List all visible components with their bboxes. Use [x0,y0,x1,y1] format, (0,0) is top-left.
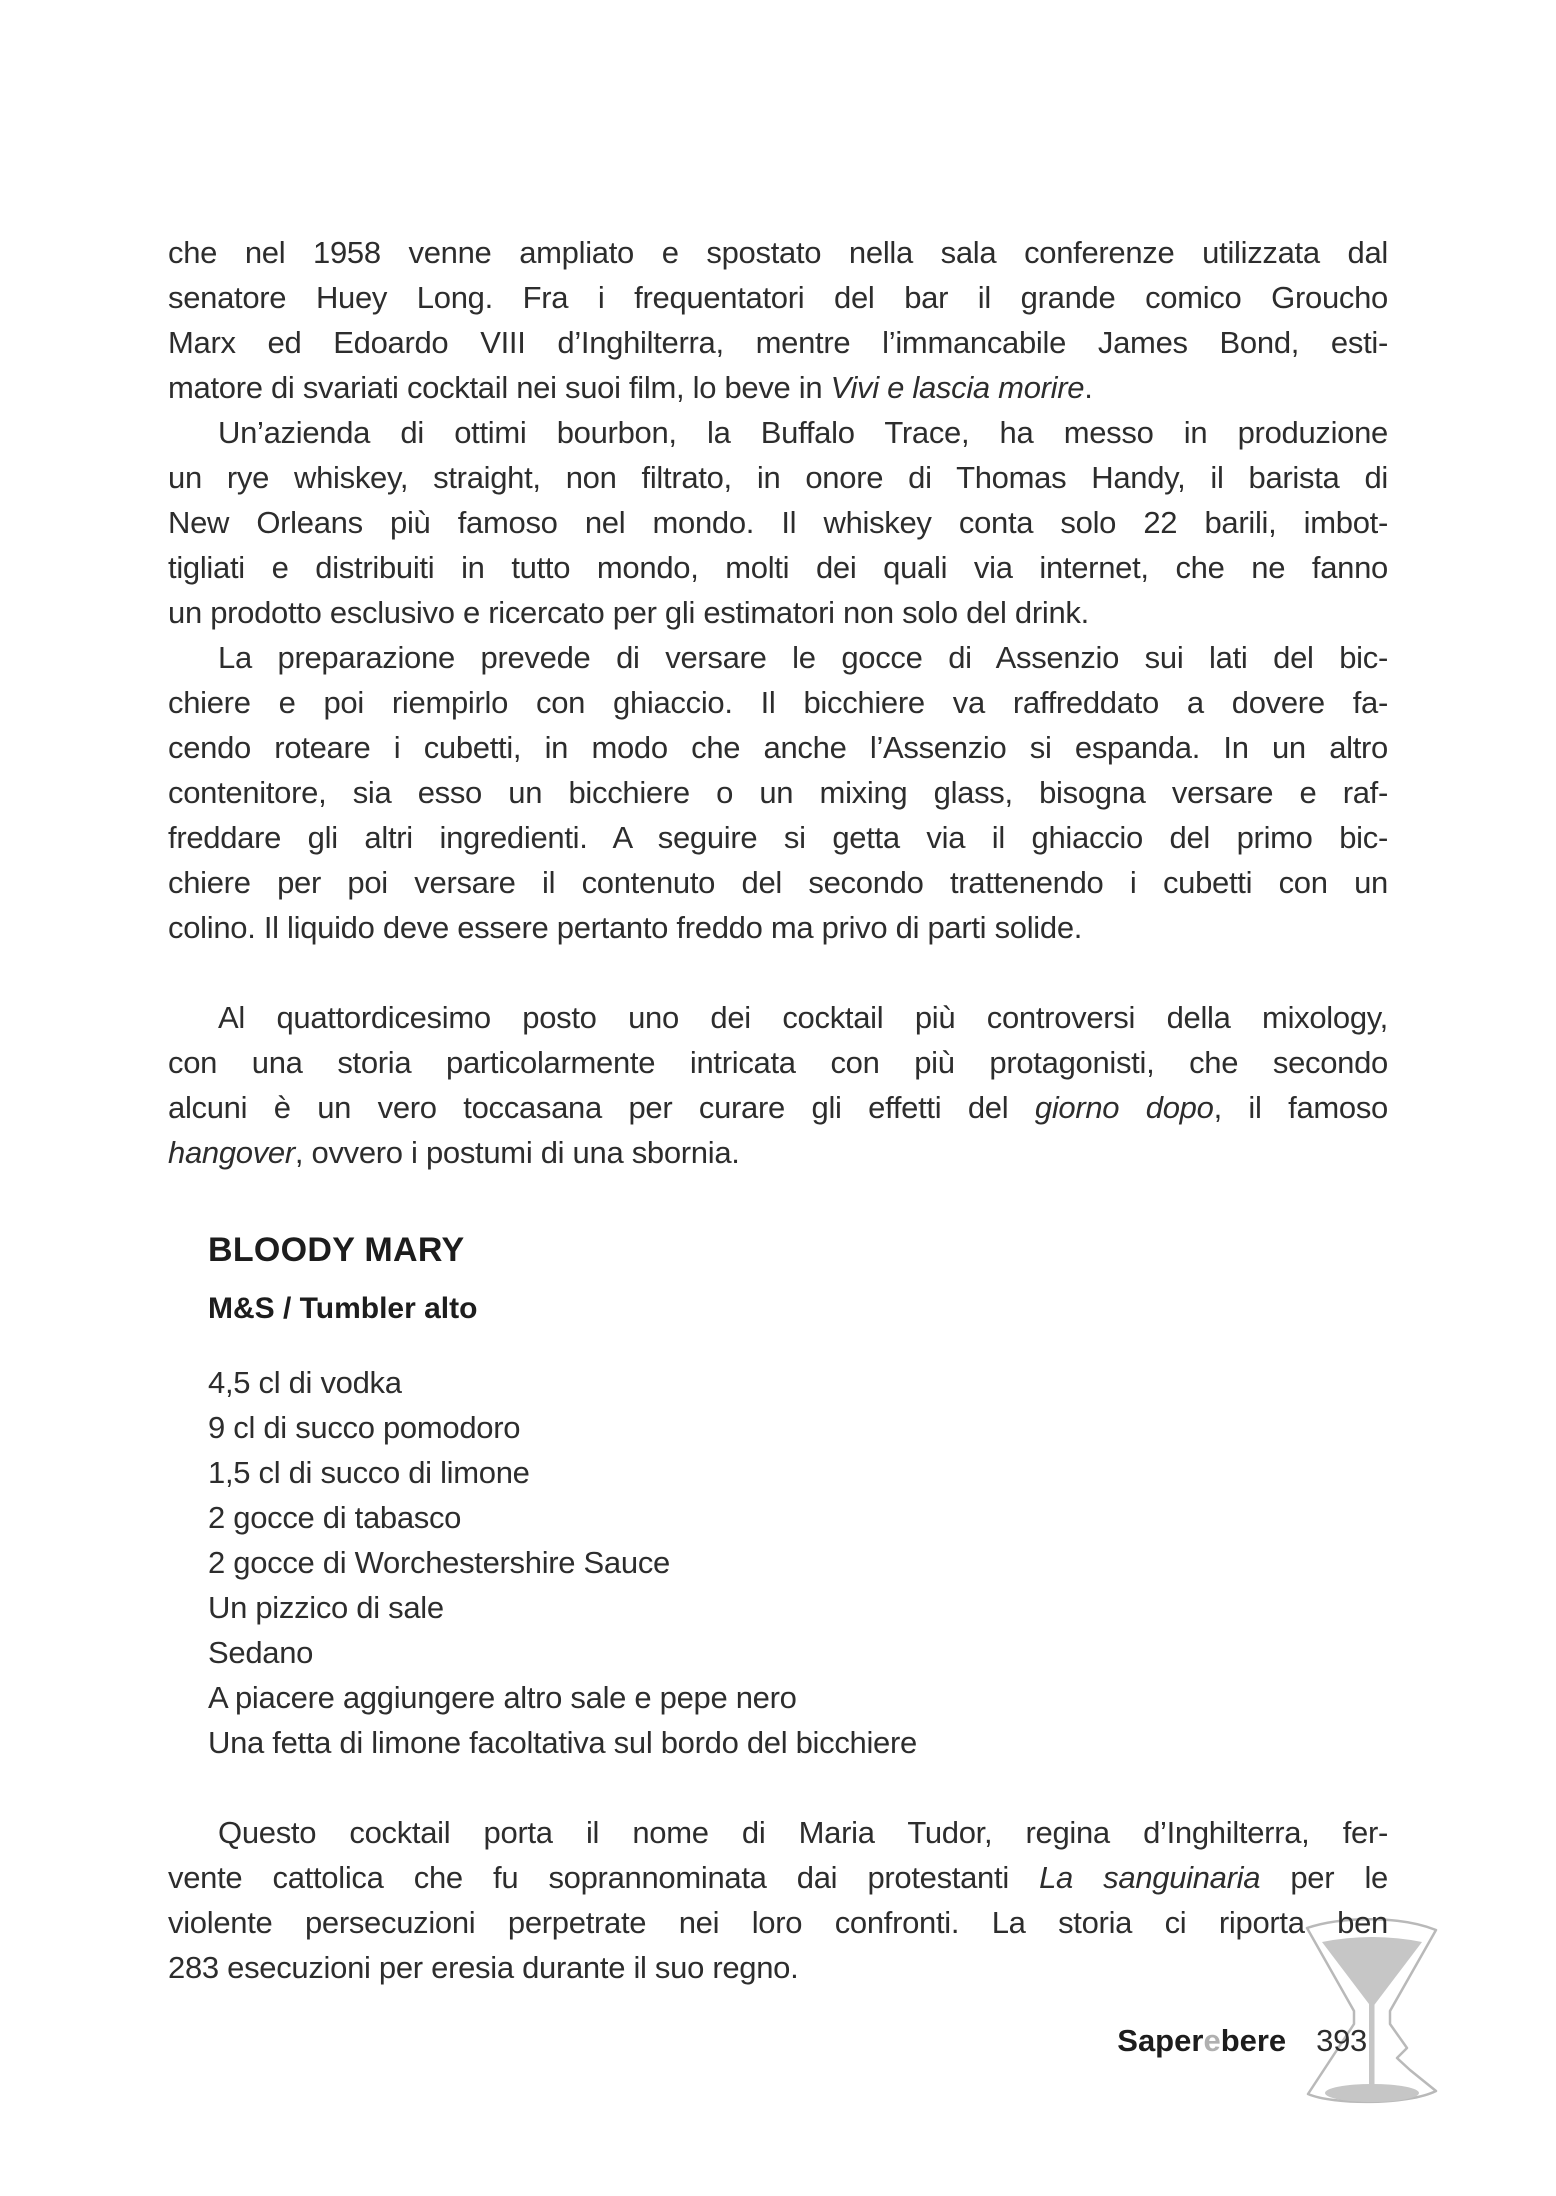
text-segment: Al quattordicesimo posto uno dei cocktail più controversi della mixology, [218,1000,1388,1035]
text-line [168,455,1388,500]
italic-text: hangover [168,1135,295,1170]
page-number: 393 [1316,2023,1367,2058]
page-footer [168,2018,1388,2063]
brand-part1: Saper [1117,2023,1204,2058]
paragraph [168,410,1388,635]
ingredient-line: 4,5 cl di vodka [208,1365,402,1400]
paragraph [168,635,1388,950]
recipe-block [168,1228,1388,1765]
paragraph [168,230,1388,410]
text-segment: chiere per poi versare il contenuto del secondo trattenendo i cubetti con un [168,865,1388,900]
ingredient-line: Un pizzico di sale [208,1590,444,1625]
paragraph [168,995,1388,1175]
text-line [168,365,1388,410]
ingredient-line: A piacere aggiungere altro sale e pepe nero [208,1680,797,1715]
italic-text: Vivi e lascia morire [830,370,1085,405]
text-column [168,230,1388,2063]
text-line [168,1130,1388,1175]
text-segment: cendo roteare i cubetti, in modo che anche l’Assenzio si espanda. In un altro [168,730,1388,765]
text-segment: Un’azienda di ottimi bourbon, la Buffalo Trace, ha messo in produzione [218,415,1388,450]
text-segment: Marx ed Edoardo VIII d’Inghilterra, mentre l’immancabile James Bond, esti- [168,325,1388,360]
text-line [168,1810,1388,1855]
text-segment: , il famoso [1213,1090,1388,1125]
text-line [168,1945,1388,1990]
logo-base-shape [1325,2084,1419,2102]
text-segment: freddare gli altri ingredienti. A seguire si getta via il ghiaccio del primo bic- [168,820,1388,855]
text-line [168,815,1388,860]
text-segment: . [1084,370,1093,405]
text-line [168,905,1388,950]
text-segment: matore di svariati cocktail nei suoi film, lo beve in [168,370,831,405]
ingredient-line: Sedano [208,1635,314,1670]
text-line [168,1855,1388,1900]
text-segment: senatore Huey Long. Fra i frequentatori del bar il grande comico Groucho [168,280,1388,315]
recipe-title: BLOODY MARY [208,1231,465,1269]
text-segment: alcuni è un vero toccasana per curare gli effetti del [168,1090,1035,1125]
ingredient-line: 2 gocce di tabasco [208,1500,462,1535]
text-line [168,1085,1388,1130]
text-segment: violente persecuzioni perpetrate nei loro confronti. La storia ci riporta ben [168,1905,1388,1940]
text-line [168,410,1388,455]
ingredient-line: 2 gocce di Worchestershire Sauce [208,1545,670,1580]
text-segment: un rye whiskey, straight, non filtrato, in onore di Thomas Handy, il barista di [168,460,1388,495]
text-segment: chiere e poi riempirlo con ghiaccio. Il bicchiere va raffreddato a dovere fa- [168,685,1388,720]
text-line [168,635,1388,680]
text-line [168,275,1388,320]
brand-part2: bere [1220,2023,1287,2058]
italic-text: La sanguinaria [1039,1860,1261,1895]
brand-name [1117,2023,1286,2058]
text-segment: Questo cocktail porta il nome di Maria Tudor, regina d’Inghilterra, fer- [218,1815,1388,1850]
text-segment: tigliati e distribuiti in tutto mondo, molti dei quali via internet, che ne fanno [168,550,1388,585]
ingredient-line: Una fetta di limone facoltativa sul bordo del bicchiere [208,1725,917,1760]
ingredient-list [168,1360,1388,1765]
text-segment: un prodotto esclusivo e ricercato per gli estimatori non solo del drink. [168,595,1089,630]
text-segment: vente cattolica che fu soprannominata dai protestanti [168,1860,1040,1895]
ingredient-line: 1,5 cl di succo di limone [208,1455,530,1490]
text-segment: colino. Il liquido deve essere pertanto freddo ma privo di parti solide. [168,910,1083,945]
text-line [168,725,1388,770]
text-line [168,1900,1388,1945]
text-line [168,230,1388,275]
brand-accent-letter: e [1203,2023,1221,2058]
text-segment: New Orleans più famoso nel mondo. Il whiskey conta solo 22 barili, imbot- [168,505,1388,540]
text-line [168,680,1388,725]
text-line [168,545,1388,590]
text-segment: che nel 1958 venne ampliato e spostato nella sala conferenze utilizzata dal [168,235,1388,270]
intro-paragraphs [168,230,1388,1175]
text-line [168,590,1388,635]
text-segment: La preparazione prevede di versare le gocce di Assenzio sui lati del bic- [218,640,1388,675]
paragraph [168,1810,1388,1990]
text-line [168,320,1388,365]
text-segment: , ovvero i postumi di una sbornia. [294,1135,740,1170]
text-segment: per le [1260,1860,1388,1895]
text-segment: contenitore, sia esso un bicchiere o un mixing glass, bisogna versare e raf- [168,775,1388,810]
text-segment: con una storia particolarmente intricata con più protagonisti, che secondo [168,1045,1388,1080]
closing-paragraphs [168,1810,1388,1990]
ingredient-line: 9 cl di succo pomodoro [208,1410,521,1445]
text-line [168,1040,1388,1085]
italic-text: giorno dopo [1034,1090,1214,1125]
text-line [168,770,1388,815]
text-segment: 283 esecuzioni per eresia durante il suo regno. [168,1950,799,1985]
text-line [168,860,1388,905]
recipe-spec: M&S / Tumbler alto [208,1292,478,1325]
text-line [168,995,1388,1040]
text-line [168,500,1388,545]
